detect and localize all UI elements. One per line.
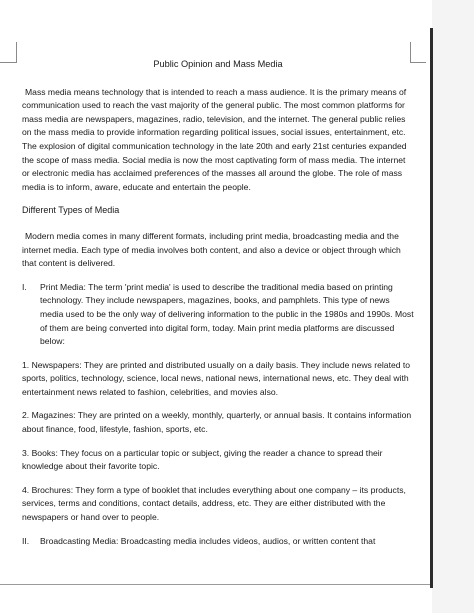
list-item-magazines [22, 409, 414, 436]
crop-mark-top-left-v [16, 42, 17, 62]
item-text: They are printed on a weekly, monthly, quarterly, or annual basis. It contains information about finance, food, lifestyle, fashion, sports, etc. [22, 410, 412, 435]
section-number: I. [22, 281, 27, 292]
section-text: The term 'print media' is used to describe the traditional media based on printing technology. They include newspapers, magazines, books, and pamphlets. This type of news media used to be the only way of delivering information to the public in the 1980s and 1990s. Most of them are being converted into digital form, today. Main print media platforms are discussed below: [40, 281, 414, 347]
item-text: They are printed and distributed usually on a daily basis. They include news related to sports, politics, technology, science, local news, national news, international news, etc. They deal with entertainment news related to fashion, celebrities, and movies also. [22, 359, 411, 397]
section-text: Broadcasting media includes videos, audios, or written content that [120, 535, 376, 546]
section-print-media [22, 281, 414, 349]
document-title: Public Opinion and Mass Media [153, 59, 283, 69]
item-label: Newspapers: [31, 359, 82, 370]
list-item-books [22, 447, 414, 474]
section-number: II. [22, 535, 30, 546]
section-broadcasting-media [22, 535, 414, 549]
section-label: Print Media: [40, 281, 86, 292]
page-bottom-rule [0, 584, 430, 585]
page-edge-line [430, 28, 433, 588]
section-label: Broadcasting Media: [40, 535, 119, 546]
page-side-rail [432, 0, 474, 613]
item-number: 3. [22, 447, 30, 458]
item-number: 1. [22, 359, 30, 370]
list-item-brochures [22, 484, 414, 525]
section-heading: Different Types of Media [22, 205, 120, 216]
item-label: Brochures: [31, 484, 74, 495]
item-text: They focus on a particular topic or subject, giving the reader a chance to spread their knowledge about their favorite topic. [22, 447, 383, 472]
list-item-newspapers [22, 359, 414, 400]
document-page [22, 58, 414, 558]
crop-mark-top-left-h [0, 62, 17, 63]
intro-paragraph: Mass media means technology that is intended to reach a mass audience. It is the primary means of communication used to reach the vast majority of the general public. The most common platforms for mass media are newspapers, magazines, radio, television, and the internet. The general public relies on the mass media to provide information regarding political issues, social issues, entertainment, etc. The explosion of digital communication technology in the late 20th and early 21st centuries expanded the scope of mass media. Social media is now the most captivating form of mass media. The internet or electronic media has acclaimed preferences of the masses all around the globe. The role of mass media is to inform, aware, educate and entertain the people. [22, 86, 407, 192]
item-number: 4. [22, 484, 30, 495]
item-text: They form a type of booklet that includes everything about one company – its products, services, terms and conditions, contact details, address, etc. They are either distributed with the newspapers or hand over to people. [22, 484, 406, 523]
item-number: 2. [22, 410, 30, 421]
item-label: Magazines: [31, 410, 76, 421]
types-intro-paragraph: Modern media comes in many different formats, including print media, broadcasting media and the internet media. Each type of media involves both content, and also a device or object through which that content is delivered. [22, 230, 401, 269]
item-label: Books: [31, 447, 58, 458]
